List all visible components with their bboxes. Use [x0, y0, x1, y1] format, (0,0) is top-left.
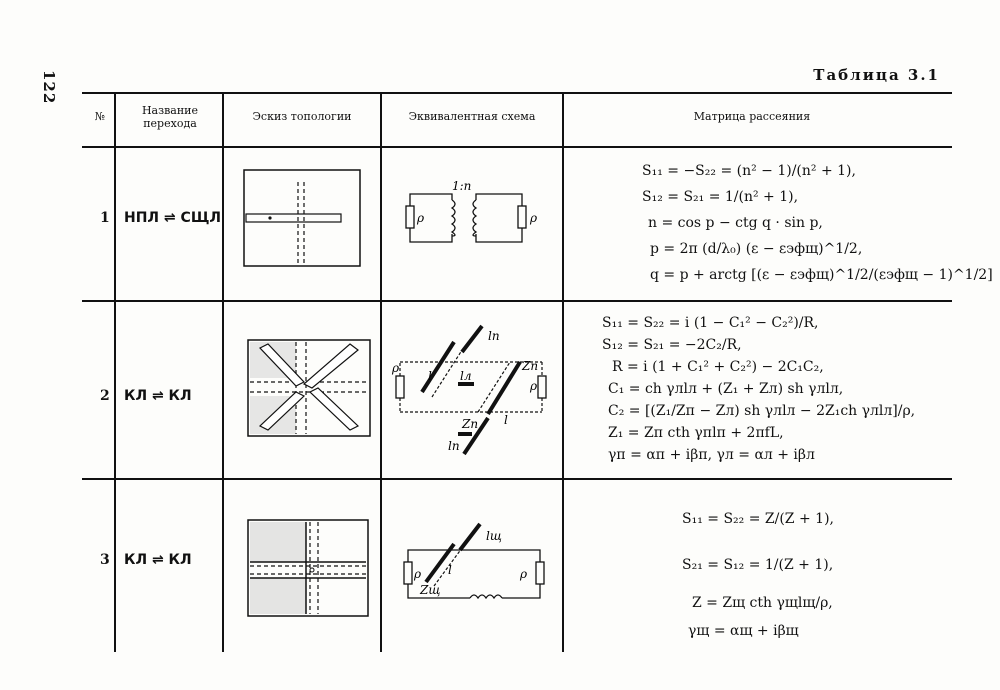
row1-name: НПЛ ⇌ СЩЛ [124, 210, 222, 226]
scattering-table [82, 92, 993, 652]
row2-eq-1: S₁₁ = S₂₂ = i (1 − C₁² − C₂²)/R, [602, 315, 819, 331]
row2-eq-7: γп = αп + iβп, γл = αл + iβл [608, 447, 815, 463]
row3-eq-1: S₁₁ = S₂₂ = Z/(Z + 1), [682, 511, 834, 527]
row2-bottom-border [82, 478, 952, 480]
header-sketch: Эскиз топологии [252, 110, 352, 123]
row2-label-3: lп [448, 439, 460, 453]
table-title: Таблица 3.1 [813, 66, 940, 84]
row1-rho-left: ρ [417, 211, 425, 225]
row1-eq-2: S₁₂ = S₂₁ = 1/(n² + 1), [642, 189, 799, 205]
row1-eq-1: S₁₁ = −S₂₂ = (n² − 1)/(n² + 1), [642, 163, 856, 179]
row2-label-6: l [428, 369, 432, 383]
row2-rho-right: ρ [530, 379, 538, 393]
row1-number: 1 [100, 210, 110, 226]
row3-topology-sketch [246, 518, 372, 618]
row1-eq-3: n = cos p − ctg q · sin p, [648, 215, 823, 231]
row2-name: КЛ ⇌ КЛ [124, 388, 192, 404]
header-matrix: Матрица рассеяния [693, 110, 811, 123]
table-top-border [82, 92, 952, 94]
row2-eq-5: C₂ = [(Z₁/Zп − Zл) sh γлlл − 2Z₁ch γлlл]/ρ, [608, 403, 916, 419]
row2-eq-4: C₁ = ch γлlл + (Z₁ + Zл) sh γлlл, [608, 381, 844, 397]
row2-label-7: l [504, 413, 508, 427]
row3-label-2: l [448, 563, 452, 577]
header-num: № [94, 110, 106, 123]
row2-eq-2: S₁₂ = S₂₁ = −2C₂/R, [602, 337, 742, 353]
row2-equivalent-circuit [392, 322, 552, 462]
row1-bottom-border [82, 300, 952, 302]
row3-rho-left: ρ [414, 567, 422, 581]
row3-eq-2: S₂₁ = S₁₂ = 1/(Z + 1), [682, 557, 834, 573]
row3-number: 3 [100, 552, 110, 568]
row2-label-5: Zп [522, 359, 539, 373]
row2-eq-3: R = i (1 + C₁² + C₂²) − 2C₁C₂, [612, 359, 824, 375]
row1-equivalent-circuit [402, 179, 552, 262]
row3-label-1: lщ [486, 529, 502, 543]
row2-eq-6: Z₁ = Zп cth γпlп + 2πfL, [608, 425, 784, 441]
row2-label-1: lп [488, 329, 500, 343]
col-divider-3 [380, 92, 382, 652]
row1-rho-right: ρ [530, 211, 538, 225]
row1-topology-sketch [242, 168, 362, 268]
row3-rho-right: ρ [520, 567, 528, 581]
col-divider-1 [114, 92, 116, 652]
row2-label-2: lл [460, 369, 472, 383]
row3-label-3: Zщ [420, 583, 441, 597]
col-divider-2 [222, 92, 224, 652]
row1-eq-4: p = 2π (d/λ₀) (ε − εэфщ)^1/2, [650, 241, 863, 257]
col-divider-4 [562, 92, 564, 652]
row2-label-4: Zп [462, 417, 479, 431]
row3-name: КЛ ⇌ КЛ [124, 552, 192, 568]
row1-eq-5: q = p + arctg [(ε − εэфщ)^1/2/(εэфщ − 1)^1/2] [650, 267, 993, 283]
row3-eq-3: Z = Zщ cth γщlщ/ρ, [692, 595, 833, 611]
row2-number: 2 [100, 388, 110, 404]
header-name: Название перехода [141, 104, 199, 130]
header-circuit: Эквивалентная схема [408, 110, 536, 123]
page-number: 122 [40, 70, 58, 105]
row2-topology-sketch [246, 338, 372, 438]
header-bottom-border [82, 146, 952, 148]
row1-ratio-label: 1:n [452, 179, 472, 193]
row3-eq-4: γщ = αщ + iβщ [688, 623, 799, 639]
row3-equivalent-circuit [400, 522, 550, 622]
row2-rho-left: ρ [392, 361, 400, 375]
